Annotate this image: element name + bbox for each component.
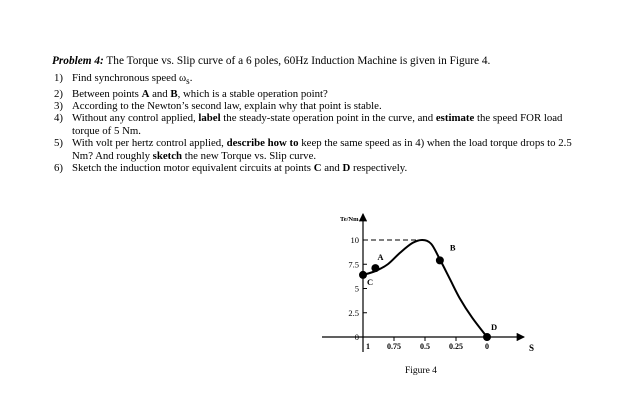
question-text: the steady-state operation point in the curve, and (220, 112, 436, 125)
point-d-label: D (491, 322, 498, 332)
question-text: and (321, 162, 343, 174)
question-text: s (186, 76, 190, 87)
question-text: Between points (72, 87, 142, 100)
question-emphasis: D (342, 162, 351, 174)
y-tick-label: 7.5 (348, 259, 359, 270)
question-number: 4) (54, 112, 63, 125)
question-number: 5) (54, 137, 63, 150)
x-axis-label: S (529, 343, 535, 353)
problem-statement: The Torque vs. Slip curve of a 6 poles, 60Hz Induction Machine is given in Figure 4. (103, 55, 491, 67)
question-number: 2) (54, 87, 63, 100)
x-tick-label: 0.75 (387, 342, 401, 351)
point-c-label: C (367, 276, 374, 287)
point-d-marker (483, 333, 491, 341)
y-tick-label: 10 (350, 235, 359, 245)
y-tick-label: 2.5 (348, 307, 359, 318)
point-b-marker (436, 256, 444, 264)
question-text: , which is a stable operation point? (177, 87, 328, 100)
y-tick-label: 5 (354, 283, 359, 294)
y-axis-label: Te/Nm (340, 216, 359, 223)
point-b-label: B (449, 242, 456, 253)
question-text: and (149, 87, 171, 100)
question-emphasis: B (170, 87, 178, 100)
x-tick-label: 0.5 (420, 342, 430, 351)
x-tick-label: 1 (366, 342, 370, 351)
question-text: Sketch the induction motor equivalent circuits at points (72, 162, 314, 174)
y-tick-label: 0 (354, 332, 359, 342)
x-tick-label: 0.25 (449, 342, 463, 351)
x-tick-label: 0 (485, 342, 489, 351)
question-text: According to the Newton’s second law, explain why that point is stable. (72, 99, 382, 112)
point-a-marker (371, 264, 379, 272)
point-c-marker (359, 271, 367, 279)
question-text: the new Torque vs. Slip curve. (182, 149, 317, 162)
question-emphasis: C (313, 162, 322, 174)
question-text: the speed FOR load torque of 5 Nm. (72, 112, 563, 137)
point-a-label: A (377, 252, 384, 263)
question-text: Find synchronous speed ω (72, 72, 187, 84)
question-number: 3) (54, 99, 63, 112)
question-emphasis: describe how to (226, 137, 299, 150)
question-emphasis: estimate (435, 112, 475, 125)
question-text: respectively. (350, 162, 408, 174)
question-text: . (189, 72, 193, 84)
question-text: With volt per hertz control applied, (72, 137, 227, 150)
question-text: keep the same speed as in 4) when the load torque drops to 2.5 Nm? And roughly (72, 137, 572, 162)
question-emphasis: sketch (152, 149, 183, 162)
question-emphasis: label (198, 112, 221, 125)
problem-label: Problem 4: (52, 55, 104, 67)
question-number: 6) (54, 162, 63, 174)
question-number: 1) (54, 72, 63, 84)
question-text: Without any control applied, (72, 112, 199, 125)
figure-caption: Figure 4 (405, 366, 437, 376)
question-emphasis: A (141, 87, 150, 100)
